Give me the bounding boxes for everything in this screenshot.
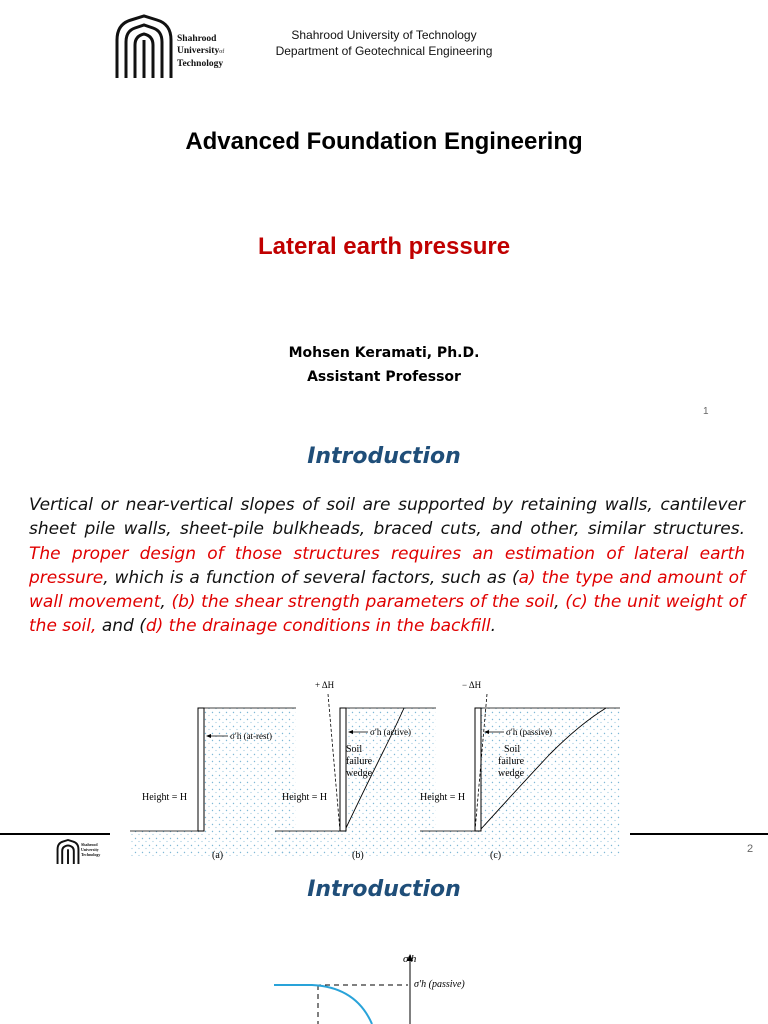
fig-a-height-label: Height = H	[142, 792, 188, 803]
retaining-wall-figure	[120, 676, 630, 866]
footer-logo-line-2: University	[81, 847, 99, 852]
fig-b-movement-label: + ΔH	[315, 680, 335, 690]
figure-a	[130, 708, 296, 861]
intro-paragraph: Vertical or near-vertical slopes of soil are supported by retaining walls, cantilever sheet pile walls, sheet-pile bulkheads, braced cuts, and other, similar structures. The proper design of those structures requires an estimation of lateral earth pressure, which is a function of several factors, such as (a) the type and amount of wall movement, (b) the shear strength parameters of the soil, (c) the unit weight of the soil, and (d) the drainage conditions in the backfill.	[29, 495, 746, 637]
figure-b	[275, 680, 436, 861]
fig-b-stress-label: σ′h (active)	[370, 727, 412, 737]
section-heading-2: Introduction	[307, 877, 461, 902]
fig-a-stress-label: σ′h (at-rest)	[230, 731, 273, 741]
page-number-2: 2	[747, 843, 754, 855]
footer-logo-line-3: Technology	[81, 852, 101, 857]
page-number-1: 1	[703, 406, 709, 417]
header-department: Department of Geotechnical Engineering	[275, 44, 493, 58]
fig-a-caption: (a)	[212, 850, 224, 861]
fig-c-caption: (c)	[490, 850, 502, 861]
presentation-title: Advanced Foundation Engineering	[185, 128, 583, 155]
author-name: Mohsen Keramati, Ph.D.	[288, 345, 480, 361]
presentation-subtitle: Lateral earth pressure	[257, 233, 511, 260]
fig-c-wedge-3: wedge	[498, 768, 525, 779]
fig-c-movement-label: − ΔH	[462, 680, 482, 690]
footer-logo-text	[81, 842, 100, 857]
section-heading: Introduction	[307, 444, 461, 469]
footer-rule-left	[0, 833, 110, 835]
chart-passive-label: σ′h (passive)	[414, 979, 465, 990]
fig-b-height-label: Height = H	[282, 792, 328, 803]
fig-b-caption: (b)	[352, 850, 364, 861]
pressure-movement-chart	[260, 946, 490, 1024]
fig-b-wedge-2: failure	[346, 756, 373, 767]
footer-logo-icon	[56, 838, 80, 866]
header-university: Shahrood University of Technology	[291, 28, 477, 42]
logo-line-2: Universityof	[177, 46, 225, 56]
logo-line-3: Technology	[177, 59, 224, 69]
passive-curve	[274, 985, 372, 1024]
fig-c-wedge-1: Soil	[504, 744, 521, 755]
figure-c	[420, 680, 620, 861]
fig-c-wedge-2: failure	[498, 756, 525, 767]
university-logo-icon	[113, 14, 175, 80]
fig-c-stress-label: σ′h (passive)	[506, 727, 553, 737]
fig-c-height-label: Height = H	[420, 792, 466, 803]
chart-axis-label: σ′h	[403, 953, 417, 965]
logo-line-1: Shahrood	[177, 34, 217, 44]
author-title: Assistant Professor	[307, 369, 461, 385]
footer-logo-line-1: Shahrood	[81, 842, 98, 847]
fig-b-wedge-3: wedge	[346, 768, 373, 779]
footer-rule-right	[630, 833, 768, 835]
fig-b-wedge-1: Soil	[346, 744, 363, 755]
